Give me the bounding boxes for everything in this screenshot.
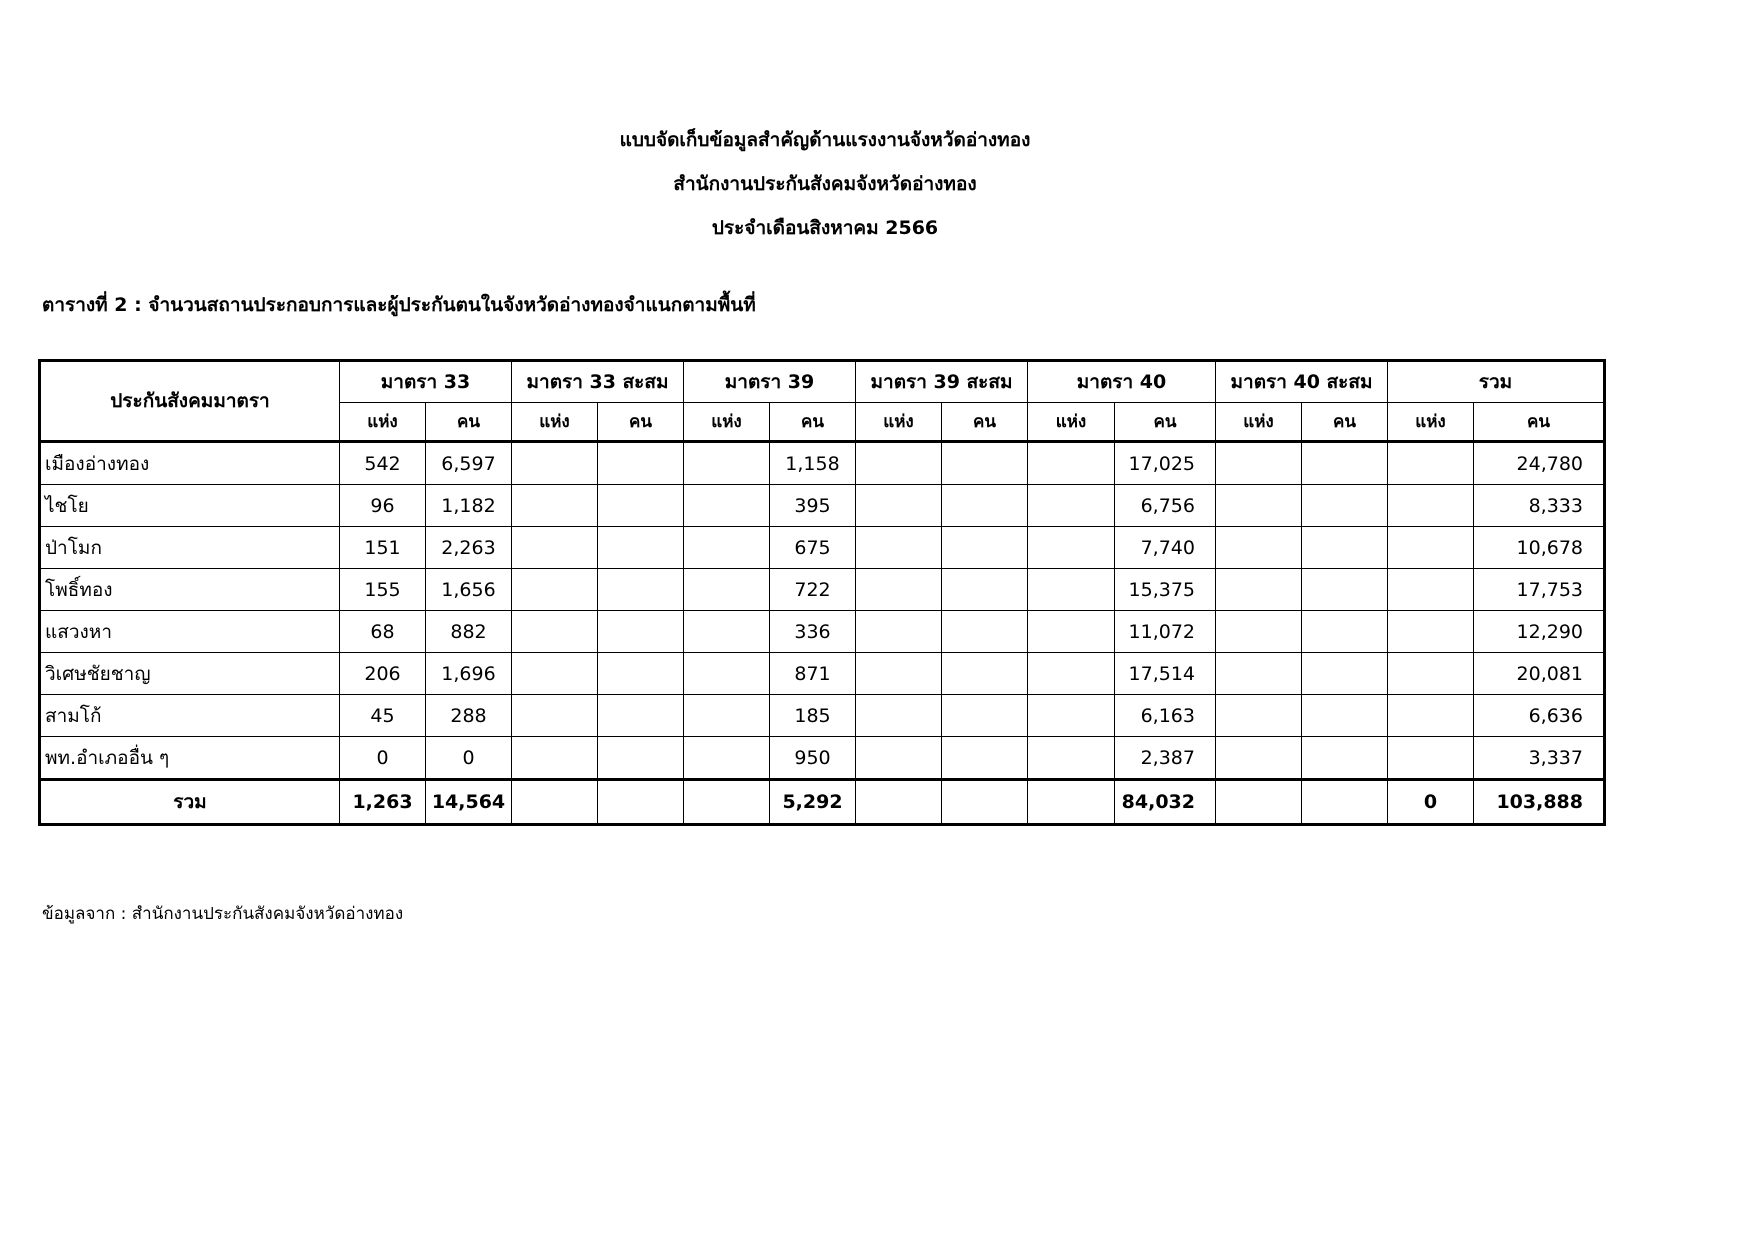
table-cell — [1302, 569, 1388, 611]
table-cell — [1028, 442, 1115, 485]
table-cell: 6,163 — [1115, 695, 1216, 737]
table-cell: 950 — [770, 737, 856, 780]
table-cell — [684, 737, 770, 780]
table-cell: 1,656 — [426, 569, 512, 611]
table-cell — [942, 485, 1028, 527]
table-cell — [512, 695, 598, 737]
total-cell: 5,292 — [770, 780, 856, 825]
header-sub-persons: คน — [942, 403, 1028, 442]
area-name: สามโก้ — [40, 695, 340, 737]
table-cell — [1216, 442, 1302, 485]
table-row — [40, 442, 1605, 485]
total-cell — [856, 780, 942, 825]
table-cell — [684, 653, 770, 695]
table-cell: 12,290 — [1474, 611, 1605, 653]
table-cell — [1216, 485, 1302, 527]
table-cell — [1216, 611, 1302, 653]
area-name: แสวงหา — [40, 611, 340, 653]
table-cell — [684, 569, 770, 611]
table-cell: 17,025 — [1115, 442, 1216, 485]
area-name: ป่าโมก — [40, 527, 340, 569]
table-cell: 68 — [340, 611, 426, 653]
table-cell: 20,081 — [1474, 653, 1605, 695]
table-cell: 288 — [426, 695, 512, 737]
table-cell — [1302, 653, 1388, 695]
table-cell: 6,597 — [426, 442, 512, 485]
header-sub-places: แห่ง — [1388, 403, 1474, 442]
table-cell: 0 — [340, 737, 426, 780]
table-cell — [942, 695, 1028, 737]
header-group: มาตรา 39 — [684, 361, 856, 403]
table-cell: 7,740 — [1115, 527, 1216, 569]
header-sub-persons: คน — [598, 403, 684, 442]
table-cell — [512, 611, 598, 653]
header-sub-persons: คน — [426, 403, 512, 442]
table-cell: 24,780 — [1474, 442, 1605, 485]
table-cell — [598, 737, 684, 780]
table-cell: 96 — [340, 485, 426, 527]
header-row-label: ประกันสังคมมาตรา — [40, 361, 340, 442]
total-cell — [1028, 780, 1115, 825]
header-group: รวม — [1388, 361, 1605, 403]
table-row — [40, 653, 1605, 695]
header-sub-places: แห่ง — [340, 403, 426, 442]
source-footnote: ข้อมูลจาก : สำนักงานประกันสังคมจังหวัดอ่างทอง — [42, 904, 404, 924]
table-cell — [1216, 527, 1302, 569]
total-label: รวม — [40, 780, 340, 825]
table-cell: 1,696 — [426, 653, 512, 695]
table-cell — [1028, 695, 1115, 737]
table-cell — [512, 737, 598, 780]
table-cell — [1302, 527, 1388, 569]
table-cell — [1302, 695, 1388, 737]
area-name: โพธิ์ทอง — [40, 569, 340, 611]
table-cell: 15,375 — [1115, 569, 1216, 611]
table-cell — [942, 737, 1028, 780]
table-cell — [942, 653, 1028, 695]
table-cell — [1028, 653, 1115, 695]
table-cell — [1388, 569, 1474, 611]
header-group: มาตรา 40 สะสม — [1216, 361, 1388, 403]
table-caption: ตารางที่ 2 : จำนวนสถานประกอบการและผู้ประกันตนในจังหวัดอ่างทองจำแนกตามพื้นที่ — [42, 294, 756, 316]
total-cell — [598, 780, 684, 825]
table-row — [40, 695, 1605, 737]
table-row — [40, 737, 1605, 780]
table-cell — [684, 442, 770, 485]
table-cell — [942, 527, 1028, 569]
table-cell — [1388, 611, 1474, 653]
header-sub-persons: คน — [770, 403, 856, 442]
table-cell — [512, 653, 598, 695]
table-cell — [1302, 737, 1388, 780]
table-row — [40, 527, 1605, 569]
header-group: มาตรา 40 — [1028, 361, 1216, 403]
header-sub-persons: คน — [1115, 403, 1216, 442]
total-cell: 84,032 — [1115, 780, 1216, 825]
table-cell — [942, 442, 1028, 485]
table-cell: 45 — [340, 695, 426, 737]
table-cell — [856, 527, 942, 569]
header-sub-places: แห่ง — [1028, 403, 1115, 442]
table-cell — [856, 695, 942, 737]
table-cell: 675 — [770, 527, 856, 569]
table-cell — [1388, 653, 1474, 695]
table-row — [40, 485, 1605, 527]
table-cell — [856, 569, 942, 611]
table-cell: 185 — [770, 695, 856, 737]
document-titles — [0, 118, 1650, 250]
table-cell — [684, 695, 770, 737]
table-cell: 336 — [770, 611, 856, 653]
table-row — [40, 569, 1605, 611]
table-cell: 11,072 — [1115, 611, 1216, 653]
header-group: มาตรา 39 สะสม — [856, 361, 1028, 403]
area-name: พท.อำเภออื่น ๆ — [40, 737, 340, 780]
table-cell — [598, 527, 684, 569]
main-title: แบบจัดเก็บข้อมูลสำคัญด้านแรงงานจังหวัดอ่างทอง — [619, 129, 1031, 151]
table-cell: 871 — [770, 653, 856, 695]
table-cell: 6,756 — [1115, 485, 1216, 527]
area-name: วิเศษชัยชาญ — [40, 653, 340, 695]
area-name: ไชโย — [40, 485, 340, 527]
table-cell: 882 — [426, 611, 512, 653]
table-cell: 10,678 — [1474, 527, 1605, 569]
header-group: มาตรา 33 — [340, 361, 512, 403]
header-sub-places: แห่ง — [856, 403, 942, 442]
header-group: มาตรา 33 สะสม — [512, 361, 684, 403]
table-cell: 3,337 — [1474, 737, 1605, 780]
header-sub-persons: คน — [1474, 403, 1605, 442]
table-cell — [1216, 695, 1302, 737]
table-cell — [1302, 485, 1388, 527]
table-cell — [1388, 737, 1474, 780]
table-cell — [598, 695, 684, 737]
table-cell — [1388, 485, 1474, 527]
header-sub-places: แห่ง — [1216, 403, 1302, 442]
table-cell: 0 — [426, 737, 512, 780]
table-cell: 395 — [770, 485, 856, 527]
table-cell — [512, 569, 598, 611]
total-cell: 1,263 — [340, 780, 426, 825]
table-cell: 6,636 — [1474, 695, 1605, 737]
table-cell — [1388, 527, 1474, 569]
table-cell — [1388, 695, 1474, 737]
table-cell — [1302, 442, 1388, 485]
table-cell — [856, 653, 942, 695]
table-cell — [856, 485, 942, 527]
table-cell — [856, 611, 942, 653]
table-cell: 151 — [340, 527, 426, 569]
table-cell — [598, 485, 684, 527]
total-cell — [942, 780, 1028, 825]
table-cell — [1028, 611, 1115, 653]
table-cell: 2,263 — [426, 527, 512, 569]
period-title: ประจำเดือนสิงหาคม 2566 — [711, 217, 939, 239]
total-cell: 103,888 — [1474, 780, 1605, 825]
table-cell — [1028, 737, 1115, 780]
table-cell — [1028, 527, 1115, 569]
table-cell — [598, 611, 684, 653]
total-cell — [512, 780, 598, 825]
table-cell — [512, 442, 598, 485]
table-cell — [684, 611, 770, 653]
table-cell — [684, 527, 770, 569]
table-cell — [1028, 485, 1115, 527]
table-cell — [1216, 569, 1302, 611]
table-cell: 155 — [340, 569, 426, 611]
table-cell: 722 — [770, 569, 856, 611]
total-cell — [684, 780, 770, 825]
header-sub-places: แห่ง — [684, 403, 770, 442]
table-cell — [942, 611, 1028, 653]
total-row — [40, 780, 1605, 825]
table-cell: 1,158 — [770, 442, 856, 485]
table-cell — [942, 569, 1028, 611]
insured-area-table — [38, 359, 1606, 826]
table-cell — [684, 485, 770, 527]
table-cell — [598, 569, 684, 611]
table-cell — [1216, 737, 1302, 780]
table-cell: 1,182 — [426, 485, 512, 527]
table-cell — [598, 442, 684, 485]
table-cell — [1302, 611, 1388, 653]
header-sub-persons: คน — [1302, 403, 1388, 442]
area-name: เมืองอ่างทอง — [40, 442, 340, 485]
table-cell — [856, 737, 942, 780]
table-cell: 17,514 — [1115, 653, 1216, 695]
total-cell: 0 — [1388, 780, 1474, 825]
table-cell — [856, 442, 942, 485]
table-cell — [1216, 653, 1302, 695]
total-cell — [1302, 780, 1388, 825]
table-cell — [598, 653, 684, 695]
table-cell — [512, 485, 598, 527]
table-cell — [1028, 569, 1115, 611]
header-sub-places: แห่ง — [512, 403, 598, 442]
office-title: สำนักงานประกันสังคมจังหวัดอ่างทอง — [673, 173, 977, 195]
table-cell: 542 — [340, 442, 426, 485]
table-cell: 8,333 — [1474, 485, 1605, 527]
table-cell — [1388, 442, 1474, 485]
table-cell: 17,753 — [1474, 569, 1605, 611]
total-cell: 14,564 — [426, 780, 512, 825]
total-cell — [1216, 780, 1302, 825]
table-cell: 2,387 — [1115, 737, 1216, 780]
table-cell: 206 — [340, 653, 426, 695]
table-cell — [512, 527, 598, 569]
table-row — [40, 611, 1605, 653]
